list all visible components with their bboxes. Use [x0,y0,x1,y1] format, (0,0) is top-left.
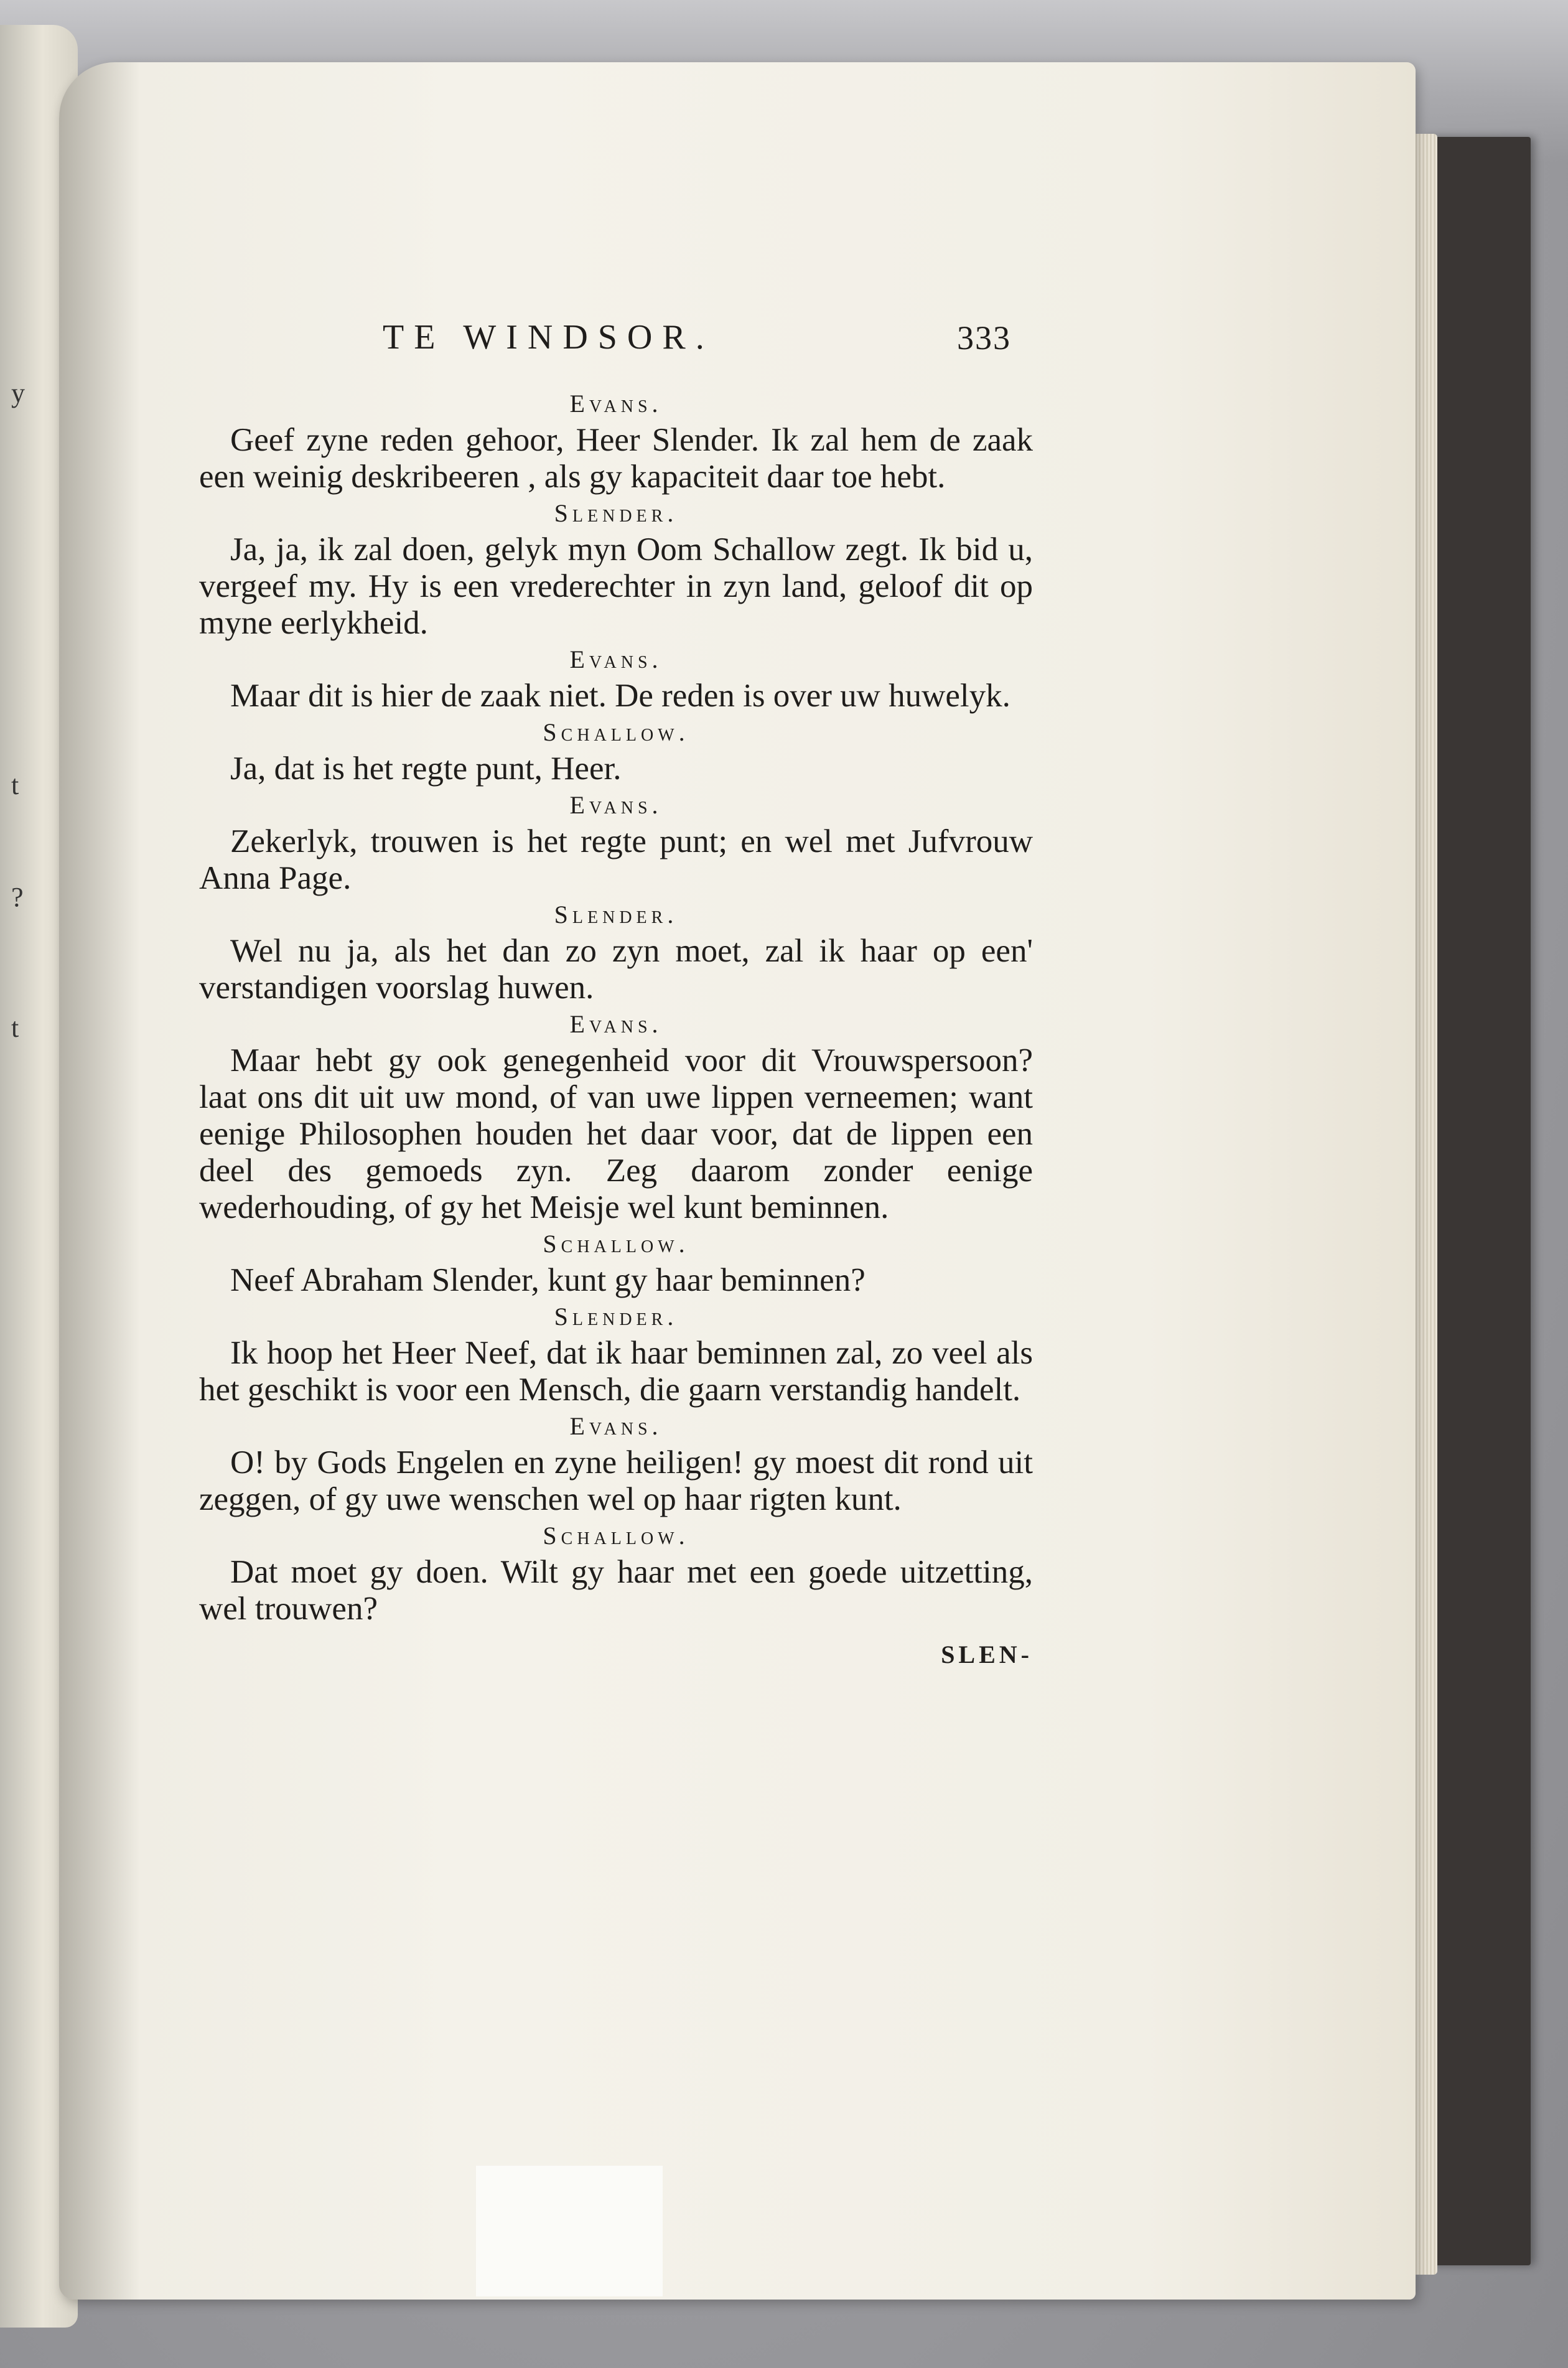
library-label [476,2166,663,2296]
speaker-name: Evans. [569,390,663,418]
speech-paragraph: Ik hoop het Heer Neef, dat ik haar beminnen zal, zo veel als het geschikt is voor een Mensch, die gaarn verstandig handelt. [199,1335,1033,1408]
gutter-shadow [59,62,140,2300]
speaker-name: Slender. [554,1303,678,1331]
speaker-name: Slender. [554,499,678,527]
speaker-name: Schallow. [543,718,689,746]
speech-paragraph: Neef Abraham Slender, kunt gy haar beminnen? [230,1262,866,1298]
speech-paragraph: Ja, dat is het regte punt, Heer. [230,751,622,787]
facing-page-mark: t [11,770,19,800]
book-cover-board [1422,137,1531,2265]
speech-paragraph: Maar dit is hier de zaak niet. De reden is over uw huwelyk. [230,678,1010,714]
dialogue-text [199,386,1033,1669]
speech-paragraph: Dat moet gy doen. Wilt gy haar met een goede uitzetting, wel trouwen? [199,1554,1033,1627]
speaker-name: Slender. [554,901,678,929]
facing-page-mark: y [11,378,25,408]
speech-paragraph: Wel nu ja, als het dan zo zyn moet, zal ik haar op een' verstandigen voorslag huwen. [199,933,1033,1006]
speech-paragraph: Zekerlyk, trouwen is het regte punt; en wel met Jufvrouw Anna Page. [199,823,1033,896]
speaker-name: Evans. [569,1412,663,1440]
page-header [383,317,1011,361]
speech-paragraph: Ja, ja, ik zal doen, gelyk myn Oom Schallow zegt. Ik bid u, vergeef my. Hy is een vrederechter in zyn land, geloof dit op myne eerlykheid. [199,531,1033,641]
speech-paragraph: Maar hebt gy ook genegenheid voor dit Vrouwspersoon? laat ons dit uit uw mond, of van uwe lippen verneemen; want eenige Philosophen houden het daar voor, dat de lippen een deel des gemoeds zyn. Zeg daarom zonder eenige wederhouding, of gy het Meisje wel kunt beminnen. [199,1042,1033,1225]
facing-page-mark: t [11,1013,19,1043]
speaker-name: Schallow. [543,1230,689,1258]
speech-paragraph: O! by Gods Engelen en zyne heiligen! gy moest dit rond uit zeggen, of gy uwe wenschen wel op haar rigten kunt. [199,1444,1033,1517]
speaker-name: Schallow. [543,1522,689,1550]
facing-page-mark: ? [11,882,24,912]
page-number: 333 [957,319,1011,357]
speech-paragraph: Geef zyne reden gehoor, Heer Slender. Ik zal hem de zaak een weinig deskribeeren , als gy kapaciteit daar toe hebt. [199,422,1033,495]
speaker-name: Evans. [569,645,663,673]
running-head: TE WINDSOR. [383,318,714,357]
catchword: SLEN- [941,1640,1033,1668]
speaker-name: Evans. [569,791,663,819]
speaker-name: Evans. [569,1010,663,1038]
